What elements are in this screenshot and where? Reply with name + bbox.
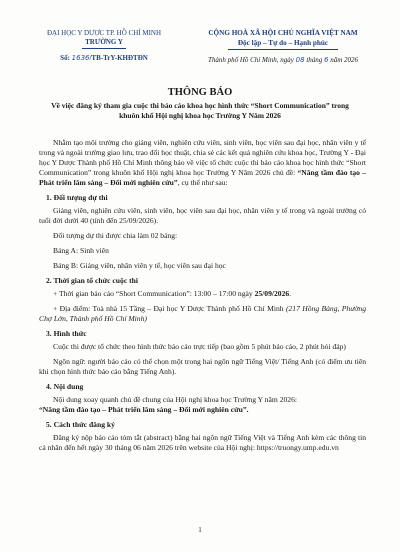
section-4-heading: 4. Nội dung: [46, 382, 84, 392]
section-3-heading: 3. Hình thức: [46, 329, 87, 339]
document-number: [24, 54, 184, 63]
day-handwritten: 08: [295, 56, 305, 64]
section-4-theme: “Nâng tầm đào tạo – Phát triển lâm sàng – Đổi mới nghiên cứu”.: [39, 405, 249, 415]
national-header: [178, 29, 388, 65]
document-number-code: /TB-TrY-KHĐTĐN: [89, 54, 148, 63]
place-prefix: Thành phố Hồ Chí Minh, ngày: [207, 56, 294, 64]
national-motto: Độc lập – Tự do – Hạnh phúc: [237, 38, 329, 47]
intro-tail: , cụ thể như sau:: [177, 178, 228, 188]
year-text: năm 2026: [330, 56, 359, 64]
venue-text: + Địa điểm: Toà nhà 15 Tầng – Đại học Y Dược Thành phố Hồ Chí Minh: [53, 304, 286, 314]
section-2-heading: 2. Thời gian tổ chức cuộc thi: [46, 276, 138, 286]
document-subtitle: Về việc đăng ký tham gia cuộc thi báo cáo khoa học hình thức “Short Communication” trong khuôn khổ Hội nghị khoa học Trường Y Năm 2026: [51, 101, 349, 120]
school-name: TRƯỜNG Y: [85, 38, 123, 47]
intro-text: Nhằm tạo môi trường cho giảng viên, nghiên cứu viên, sinh viên, học viên sau đại học, nhân viên y tế trong và ngoài trường giao lưu, trao đổi học thuật, chia sẻ các kết quả nghiên cứu khoa học, Trường Y - Đại học Y Dược Thành phố Hồ Chí Minh thông báo về việc tổ chức cuộc thi báo cáo khoa học hình thức “Short Communication” trong khuôn khổ Hội nghị khoa học Trường Y Năm 2026 chủ đề:: [39, 138, 366, 178]
section-1-paragraph-2: Đối tượng dự thi được chia làm 02 bảng:: [53, 231, 178, 241]
section-5-paragraph: Đăng ký nộp báo cáo tóm tắt (abstract) bằng hai ngôn ngữ Tiếng Việt và Tiếng Anh kèm các thông tin cá nhân đến hết ngày 30 tháng 06 năm 2026 trên website của Hội nghị: https://truongy.ump.edu.vn: [39, 433, 366, 453]
document-body: [39, 138, 366, 458]
document-title: THÔNG BÁO: [167, 87, 233, 98]
page-number: 1: [198, 526, 202, 534]
intro-paragraph: [39, 138, 366, 188]
header-underline: [82, 48, 126, 49]
section-1-board-a: Bảng A: Sinh viên: [53, 246, 109, 256]
time-date: 25/09/2026: [254, 289, 290, 299]
month-handwritten: 6: [324, 56, 329, 64]
section-1-paragraph-1: Giảng viên, nghiên cứu viên, sinh viên, học viên sau đại học, nhân viên y tế trong và ngoài trường có tuổi đời dưới 40 (tính đến 25/09/2026).: [39, 206, 366, 226]
motto-underline: [228, 49, 338, 50]
section-4-paragraph: Nội dung xoay quanh chủ đề chung của Hội nghị khoa học Trường Y năm 2026:: [53, 395, 297, 405]
time-text: + Thời gian báo cáo “Short Communication”: 13:00 – 17:00 ngày: [53, 289, 255, 299]
venue-address: (217 Hồng Bàng, Phường Chợ Lớn, Thành phố Hồ Chí Minh): [39, 304, 367, 324]
section-3-paragraph-2: Ngôn ngữ: người báo cáo có thể chọn một trong hai ngôn ngữ Tiếng Việt/ Tiếng Anh (có điểm ưu tiên khi chọn hình thức báo cáo bằng Tiếng Anh).: [39, 357, 366, 377]
section-5-heading: 5. Cách thức đăng ký: [46, 420, 115, 430]
month-word: tháng: [306, 56, 323, 64]
country-name: CỘNG HOÀ XÃ HỘI CHỦ NGHĨA VIỆT NAM: [208, 29, 358, 37]
section-2-venue: [39, 304, 366, 324]
issuer-header: [24, 29, 184, 64]
section-3-paragraph-1: Cuộc thi được tổ chức theo hình thức báo cáo trực tiếp (bao gồm 5 phút báo cáo, 2 phút hỏi đáp): [53, 342, 346, 352]
section-1-heading: 1. Đối tượng dự thi: [46, 193, 108, 203]
document-number-label: Số:: [60, 54, 70, 63]
document-number-handwritten: 1636: [71, 54, 90, 63]
section-2-time: + Thời gian báo cáo “Short Communication”: 13:00 – 17:00 ngày 25/09/2026.: [53, 289, 292, 299]
section-1-board-b: Bảng B: Giảng viên, nhân viên y tế, học viên sau đại học: [53, 261, 226, 271]
intro-theme: “Nâng tầm đào tạo – Phát triển lâm sàng – Đổi mới nghiên cứu”: [39, 168, 366, 188]
place-and-date: [178, 56, 388, 65]
university-name: ĐẠI HỌC Y DƯỢC TP. HỒ CHÍ MINH: [46, 29, 162, 37]
